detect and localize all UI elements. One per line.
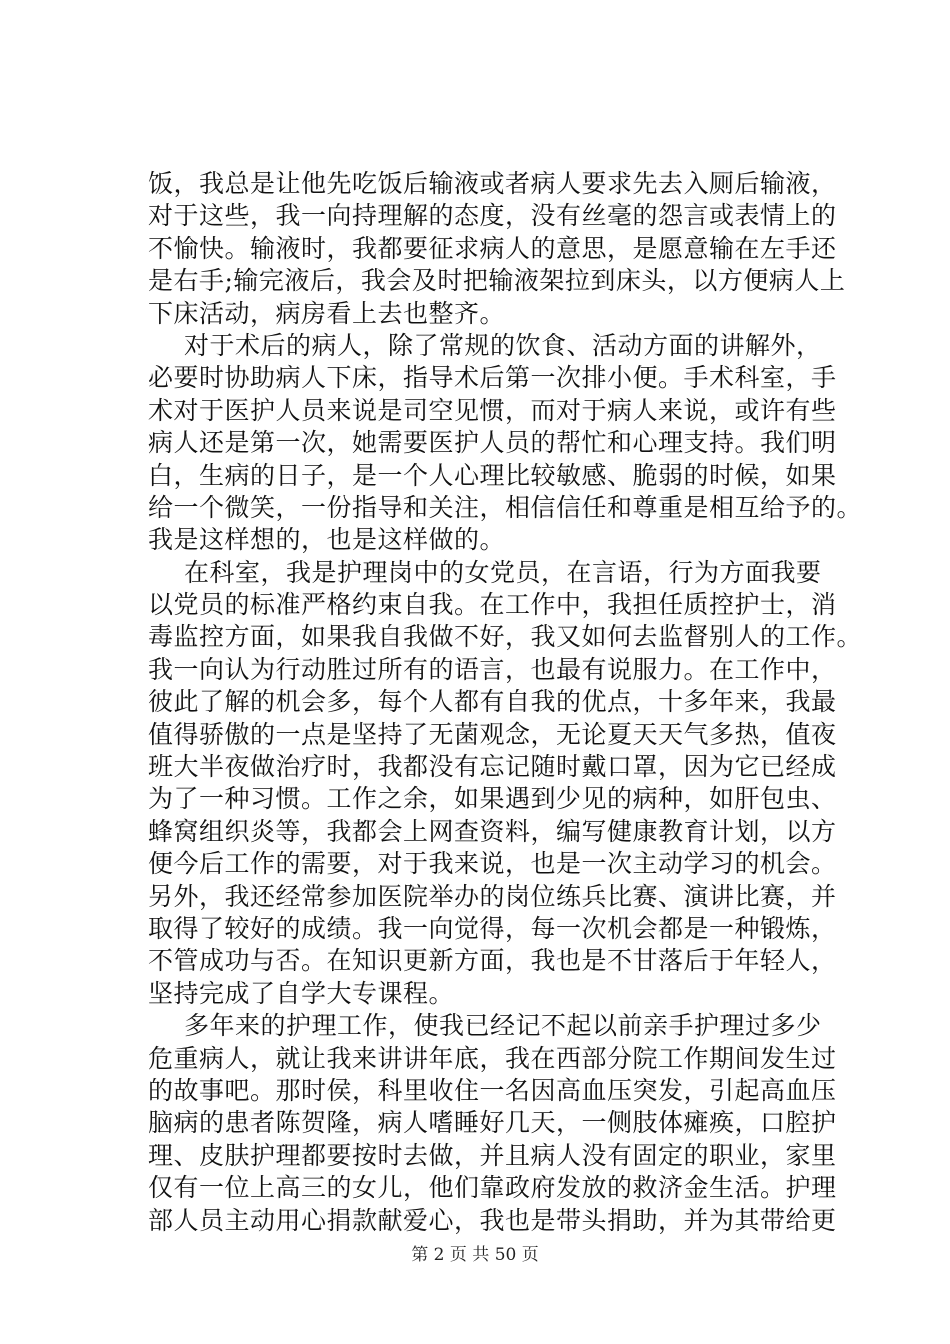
text-line: 病人还是第一次，她需要医护人员的帮忙和心理支持。我们明 [148, 428, 837, 458]
text-line: 必要时协助病人下床，指导术后第一次排小便。手术科室，手 [148, 363, 837, 393]
text-line: 我是这样想的，也是这样做的。 [148, 525, 506, 555]
text-line: 班大半夜做治疗时，我都没有忘记随时戴口罩，因为它已经成 [148, 752, 837, 782]
text-line: 毒监控方面，如果我自我做不好，我又如何去监督别人的工作。 [148, 622, 863, 652]
text-line: 脑病的患者陈贺隆，病人嗜睡好几天，一侧肢体瘫痪，口腔护 [148, 1108, 837, 1138]
text-line: 为了一种习惯。工作之余，如果遇到少见的病种，如肝包虫、 [148, 784, 837, 814]
text-line: 给一个微笑，一份指导和关注，相信信任和尊重是相互给予的。 [148, 492, 863, 522]
text-line: 我一向认为行动胜过所有的语言，也最有说服力。在工作中， [148, 654, 837, 684]
text-line: 部人员主动用心捐款献爱心，我也是带头捐助，并为其带给更 [148, 1205, 837, 1235]
page-footer: 第 2 页 共 50 页 [411, 1245, 539, 1265]
text-line: 的故事吧。那时侯，科里收住一名因高血压突发，引起高血压 [148, 1075, 837, 1105]
text-line: 不管成功与否。在知识更新方面，我也是不甘落后于年轻人， [148, 946, 837, 976]
text-line: 另外，我还经常参加医院举办的岗位练兵比赛、演讲比赛，并 [148, 881, 837, 911]
text-line: 危重病人，就让我来讲讲年底，我在西部分院工作期间发生过 [148, 1043, 837, 1073]
text-line: 蜂窝组织炎等，我都会上网查资料，编写健康教育计划，以方 [148, 816, 837, 846]
text-line: 取得了较好的成绩。我一向觉得，每一次机会都是一种锻炼， [148, 913, 837, 943]
text-line: 对于这些，我一向持理解的态度，没有丝毫的怨言或表情上的 [148, 201, 837, 231]
text-line: 理、皮肤护理都要按时去做，并且病人没有固定的职业，家里 [148, 1140, 837, 1170]
text-line: 坚持完成了自学大专课程。 [148, 978, 455, 1008]
text-line: 在科室，我是护理岗中的女党员，在言语，行为方面我要 [184, 557, 822, 587]
text-line: 术对于医护人员来说是司空见惯，而对于病人来说，或许有些 [148, 395, 837, 425]
text-line: 白，生病的日子，是一个人心理比较敏感、脆弱的时候，如果 [148, 460, 837, 490]
text-line: 下床活动，病房看上去也整齐。 [148, 298, 506, 328]
text-line: 多年来的护理工作，使我已经记不起以前亲手护理过多少 [184, 1011, 822, 1041]
text-line: 对于术后的病人，除了常规的饮食、活动方面的讲解外， [184, 330, 822, 360]
text-line: 便今后工作的需要，对于我来说，也是一次主动学习的机会。 [148, 849, 837, 879]
text-line: 彼此了解的机会多，每个人都有自我的优点，十多年来，我最 [148, 687, 837, 717]
text-line: 不愉快。输液时，我都要征求病人的意思，是愿意输在左手还 [148, 233, 837, 263]
text-line: 是右手;输完液后，我会及时把输液架拉到床头，以方便病人上 [148, 266, 846, 296]
text-line: 仅有一位上高三的女儿，他们靠政府发放的救济金生活。护理 [148, 1173, 837, 1203]
text-line: 以党员的标准严格约束自我。在工作中，我担任质控护士，消 [148, 590, 837, 620]
text-line: 值得骄傲的一点是坚持了无菌观念，无论夏天天气多热，值夜 [148, 719, 837, 749]
text-line: 饭，我总是让他先吃饭后输液或者病人要求先去入厕后输液， [148, 169, 837, 198]
body-text [148, 168, 863, 1237]
